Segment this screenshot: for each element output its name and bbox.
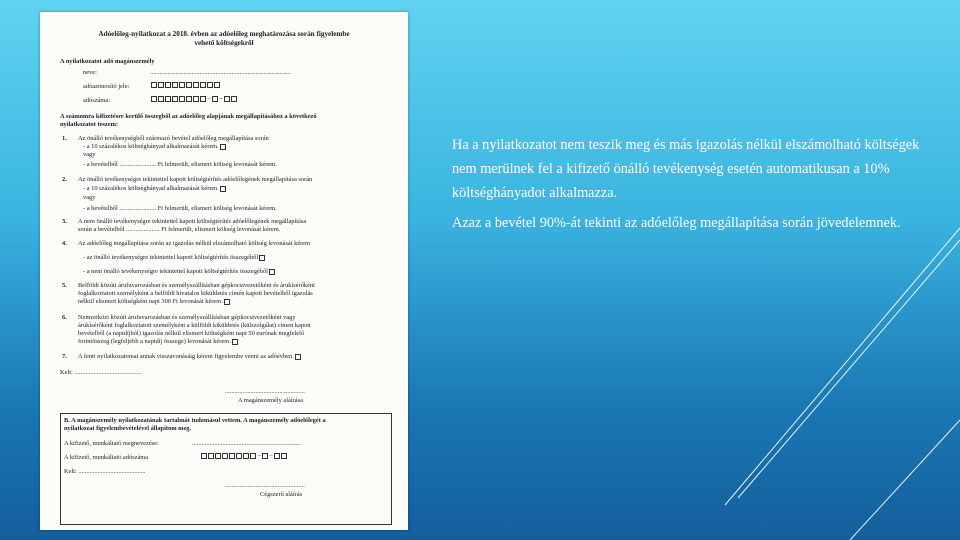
checkbox <box>220 144 226 150</box>
item-line: Az önálló tevékenységből származó bevétel adóelőleg megállapítása során <box>78 135 269 142</box>
item-line: - a bevételből ....................... Ft felmerült, elismert költség levonását kérem. <box>83 161 277 168</box>
paragraph-2: Azaz a bevétel 90%-át tekinti az adóelőleg megállapítása során jövedelemnek. <box>452 215 901 231</box>
deco-line <box>850 420 960 540</box>
payer-taxno-boxes: – – <box>200 452 287 460</box>
item-line: - az önálló tevékenységre tekintettel kapott költségtérítés összegéből <box>83 254 265 262</box>
cost-intro-2: nyilatkozatot teszem: <box>60 121 119 128</box>
checkbox <box>269 269 275 275</box>
taxno-boxes: – – <box>150 95 237 103</box>
section-b-line-2: nyilatkozat figyelembevételével állapítom meg. <box>64 425 192 432</box>
section-a-heading: A nyilatkozatot adó magánszemély <box>60 58 155 65</box>
deco-line <box>738 240 960 498</box>
item-line: nélkül elismert költségként napi 300 Ft levonását kérem. <box>78 298 230 306</box>
stamp-label: Cégszerű aláírás <box>260 491 303 498</box>
item-line: forintösszeg (legfeljebb a napidíj összege) levonását kérem. <box>78 338 238 346</box>
item-line: Belföldi közúti árufuvarozásban és személyszállításban gépkocsivezetőként és árukísérőként <box>78 282 315 289</box>
kelt-2-line: Kelt: .......................................... <box>64 468 146 475</box>
form-title-line-2: vehető költségekről <box>194 39 254 47</box>
item-line: A fenti nyilatkozatomat annak visszavonásáig kérem figyelembe venni az adóévben. <box>78 353 301 361</box>
scanned-form <box>40 12 408 530</box>
taxid-label: adóazonosító jele: <box>83 83 130 90</box>
form-title-line-1: Adóelőleg-nyilatkozat a 2018. évben az adóelőleg meghatározása során figyelembe <box>98 30 350 38</box>
stamp-dots: .................................................. <box>225 482 305 489</box>
paragraph-1: Ha a nyilatkozatot nem teszik meg és más igazolás nélkül elszámolható költségek nem merülnek fel a kifizető önálló tevékenység esetén automatikusan a 10% költséghányadot alkalmazza. <box>452 137 920 201</box>
item-line: - a bevételből ....................... Ft felmerült, elismert költség levonását kérem. <box>83 205 277 212</box>
taxid-boxes <box>150 81 220 89</box>
slide-text <box>452 133 922 241</box>
item-number: 5. <box>62 282 67 289</box>
item-line: során a bevételből ..................... Ft felmerült, elismert költség levonását kérem. <box>78 226 281 233</box>
item-line: bevételből (a napidíjból) igazolás nélkül elismert költségként napi 50 eurónak megfelelő <box>78 330 305 337</box>
kelt-line: Kelt: .......................................... <box>60 369 142 376</box>
item-line: vagy <box>83 151 96 158</box>
item-line: Az adóelőleg megállapítása során az igazolás nélkül elszámolható költség levonását kérem <box>78 240 311 247</box>
signature-dots: .................................................. <box>225 388 305 395</box>
cost-intro-1: A számomra kifizetésre kerülő összegből az adóelőleg alapjának megállapításához a következő <box>60 113 317 120</box>
checkbox <box>259 255 265 261</box>
item-number: 3. <box>62 218 67 225</box>
item-number: 7. <box>62 353 67 360</box>
item-line: vagy <box>83 194 96 201</box>
checkbox <box>220 186 226 192</box>
address-label: adószáma: <box>83 97 110 104</box>
checkbox <box>295 354 301 360</box>
item-line: árukísérőként foglalkoztatott személyként a külföldi kiküldetés (külszolgálat) címen kapott <box>78 322 311 329</box>
name-dots: ........................................................................................ <box>150 69 291 76</box>
item-line: - a 10 százalékos költséghányad alkalmazását kérem. <box>83 143 226 151</box>
checkbox <box>224 299 230 305</box>
item-line: Nemzetközi közúti árufuvarozásban és személyszállításban gépkocsivezetőként vagy <box>78 314 296 321</box>
checkbox <box>232 339 238 345</box>
item-line: - a nem önálló tevékenységre tekintettel kapott költségtérítés összegéből <box>83 268 275 276</box>
item-line: foglalkoztatott személyként a belföldi hivatalos kiküldetés címén kapott bevételből igazolás <box>78 290 313 297</box>
item-number: 1. <box>62 135 67 142</box>
name-label: neve: <box>83 69 97 76</box>
item-line: Az önálló tevékenységre tekintettel kapott költségtérítés adóelőlegének megállapítása során <box>78 176 313 183</box>
item-number: 6. <box>62 314 67 321</box>
section-b-line-1: B. A magánszemély nyilatkozatának tartalmát tudomásul vettem. A magánszemély adóelőlegét a <box>64 417 326 424</box>
payer-name-dots: .................................................................... <box>192 440 301 447</box>
deco-line <box>725 228 960 505</box>
item-line: - a 10 százalékos költséghányad alkalmazását kérem. <box>83 185 226 193</box>
payer-name-label: A kifizető, munkáltató megnevezése: <box>64 440 159 447</box>
item-line: A nem önálló tevékenységre tekintettel kapott költségtérítés adóelőlegének megállapítása <box>78 218 307 225</box>
payer-taxno-label: A kifizető, munkáltató adószáma <box>64 454 149 461</box>
signature-label: A magánszemély aláírása <box>238 397 303 404</box>
item-number: 2. <box>62 176 67 183</box>
item-number: 4. <box>62 240 67 247</box>
